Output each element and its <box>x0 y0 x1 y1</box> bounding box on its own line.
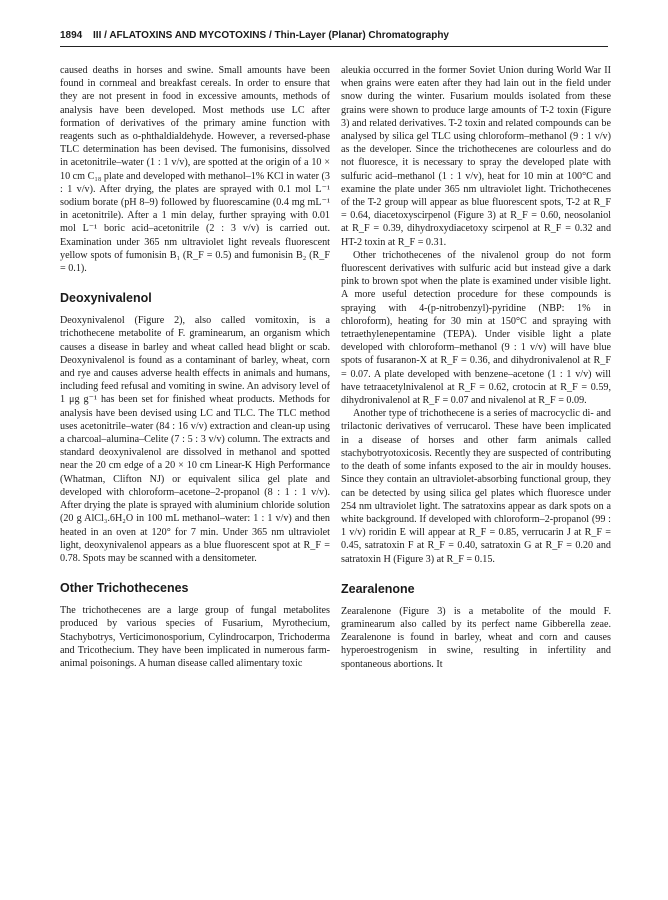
section-heading-zearalenone: Zearalenone <box>341 581 415 596</box>
fumonisin-paragraph: caused deaths in horses and swine. Small amounts have been found in cornmeal and breakfast cereals. In order to ensure that they are not present in food in excessive amounts, methods of analysis have been developed. Most methods use LC after formation of derivatives of the primary amine function with reagents such as o-phthaldialdehyde. However, a reversed-phase TLC determination has been devised. The fumonisins, dissolved in acetonitrile–water (1 : 1 v/v), are spotted at the origin of a 10 × 10 cm C₁₈ plate and developed with methanol–1% KCl in water (3 : 1 v/v). After drying, the plates are sprayed with 0.1 mol L⁻¹ sodium borate (pH 8–9) followed by fluorescamine (0.4 mg mL⁻¹ in acetonitrile). After a 1 min delay, further spraying with 0.01 mol L⁻¹ boric acid–acetonitrile (2 : 3 v/v) is carried out. Examination under 365 nm ultraviolet light reveals fluorescent yellow spots of fumonisin B₁ (R_F = 0.5) and fumonisin B₂ (R_F = 0.1). <box>60 65 330 275</box>
header-rule <box>60 46 608 47</box>
section-heading-other-trichothecenes: Other Trichothecenes <box>60 581 189 596</box>
zearalenone-paragraph: Zearalenone (Figure 3) is a metabolite of the mould F. graminearum also called by its perfect name Gibberella zeae. Zearalenone is found in barley, wheat and corn and causes hyperoestrogenism in swine, resulting in infertility and spontaneous abortions. It <box>341 605 611 670</box>
running-header <box>60 30 608 41</box>
running-title: III / AFLATOXINS AND MYCOTOXINS / Thin-Layer (Planar) Chromatography <box>93 30 449 41</box>
left-column <box>60 64 330 670</box>
trichothecenes-paragraph: The trichothecenes are a large group of fungal metabolites produced by various species of Fusarium, Myrothecium, Stachybotrys, Verticimonosporium, Cylindrocarpon, Trichoderma and Tricothecium. They have been implicated in numerous farm-animal poisonings. A human disease called alimentary toxic <box>60 605 330 669</box>
nivalenol-paragraph: Other trichothecenes of the nivalenol group do not form fluorescent derivatives with sulfuric acid but instead give a dark pink to brown spot when the plate is examined under visible light. A more useful detection procedure for these compounds is spraying with 4-(p-nitrobenzyl)-pyridine (NBP: 1% in chloroform), heating for 30 min at 150°C and spraying with tetraethylenepentamine (TEPA). Under visible light a plate developed with chloroform–methanol (9 : 1 v/v) will have blue spots of fusaranon-X at R_F = 0.36, and dihydronivalenol at R_F = 0.07. A plate developed with benzene–acetone (1 : 1 v/v) will have tetraacetylnivalenol at R_F = 0.62, crotocin at R_F = 0.59, dihydronivalenol at R_F = 0.07 and nivalenol at R_F = 0.09. <box>341 249 611 407</box>
t2-toxin-paragraph: aleukia occurred in the former Soviet Union during World War II when grains were eaten after they had lain out in the field under snow during the winter. Fusarium moulds isolated from these grains were shown to produce large amounts of T-2 toxin (Figure 3) and related derivatives. T-2 toxin and related compounds can be analysed by silica gel TLC using chloroform–methanol (9 : 1 v/v) as the developer. Since the trichothecenes are colourless and do not fluoresce, it is necessary to spray the developed plate with sulfuric acid–methanol (1 : 1 v/v), heat for 10 min at 100°C and examine the plate under 365 nm ultraviolet light. Trichothecenes of the T-2 group will appear as blue fluorescent spots, T-2 at R_F = 0.64, diacetoxyscirpenol (Figure 3) at R_F = 0.60, neosolaniol at R_F = 0.39, dihydroxydiacetoxy scirpenol at R_F = 0.32 and HT-2 toxin at R_F = 0.31. <box>341 65 611 248</box>
satratoxin-paragraph: Another type of trichothecene is a series of macrocyclic di- and trilactonic derivatives of verrucarol. These have been implicated in a disease of horses and other farm animals called stachybotryotoxicosis. Recently they are suspected of contributing to the death of some infants exposed to the air in mouldy houses. Since they contain an ultraviolet-absorbing functional group, they can be detected by using silica gel plates which fluoresce under 254 nm ultraviolet light. The satratoxins appear as dark spots on a white background. If developed with chloroform–2-propanol (99 : 1 v/v) roridin E will appear at R_F = 0.85, verrucarin J at R_F = 0.45, satratoxin F at R_F = 0.40, satratoxin G at R_F = 0.20 and satratoxin H (Figure 3) at R_F = 0.15. <box>341 408 611 565</box>
page-number: 1894 <box>60 30 83 41</box>
deoxynivalenol-paragraph: Deoxynivalenol (Figure 2), also called vomitoxin, is a trichothecene metabolite of F. graminearum, an organism which causes a disease in barley and wheat called head blight or scab. Deoxynivalenol is found as a contaminant of barley, wheat, corn and rye and causes adverse health effects in animals and humans, including feed refusal and vomiting in swine. An advisory level of 1 μg g⁻¹ has been set for finished wheat products. Methods for analysis have been devised using LC and TLC. The TLC method uses acetonitrile–water (84 : 16 v/v) extraction and clean-up using a charcoal–alumina–Celite (7 : 5 : 3 v/v) column. The extracts and standard deoxynivalenol are dissolved in methanol and spotted near the 20 cm edge of a 20 × 10 cm Linear-K High Performance (Whatman, Clifton NJ) or equivalent silica gel plate and developed with chloroform–acetone–2-propanol (8 : 1 : 1 v/v). After drying the plate is sprayed with aluminium chloride solution (20 g AlCl₃.6H₂O in 100 mL methanol–water: 1 : 1 v/v) and then heated in an oven at 120° for 7 min. Under 365 nm ultraviolet light, deoxynivalenol appears as a blue fluorescent spot at R_F = 0.78. Spots may be scanned with a densitometer. <box>60 315 330 564</box>
right-column <box>341 64 611 671</box>
section-heading-deoxynivalenol: Deoxynivalenol <box>60 291 152 306</box>
